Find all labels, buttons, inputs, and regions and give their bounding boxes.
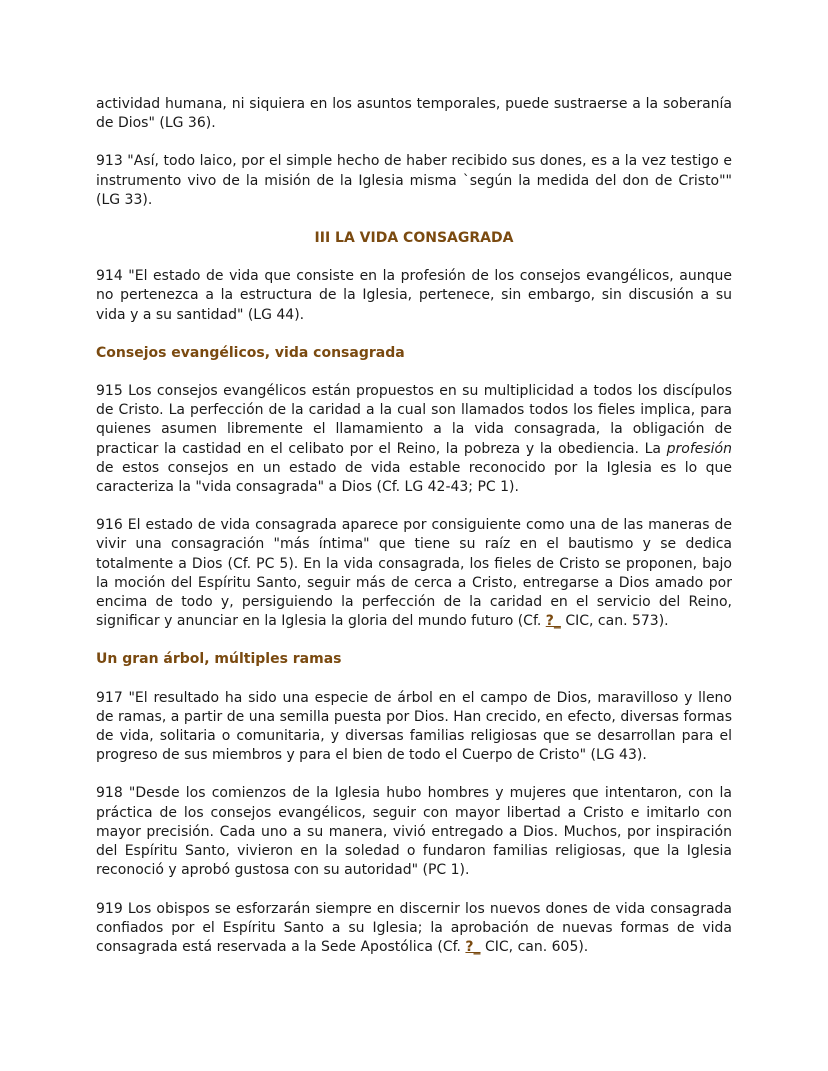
paragraph-919 bbox=[96, 900, 732, 958]
paragraph-914: 914 "El estado de vida que consiste en la profesión de los consejos evangélicos, aunque no pertenezca a la estructura de la Iglesia, pertenece, sin embargo, sin discusión a su vida y a su santidad" (LG 44). bbox=[96, 268, 732, 323]
paragraph-917: 917 "El resultado ha sido una especie de árbol en el campo de Dios, maravilloso y lleno de ramas, a partir de una semilla puesta por Dios. Han crecido, en efecto, diversas formas de vida, solitaria o comunitaria, y diversas familias religiosas que se desarrollan para el progreso de sus miembros y para el bien de todo el Cuerpo de Cristo" (LG 43). bbox=[96, 689, 732, 764]
section-heading: III LA VIDA CONSAGRADA bbox=[314, 230, 514, 247]
paragraph-919-part-b: CIC, can. 605). bbox=[480, 938, 589, 955]
paragraph-919-part-a: 919 Los obispos se esforzarán siempre en discernir los nuevos dones de vida consagrada confiados por el Espíritu Santo a su Iglesia; la aprobación de nuevas formas de vida consagrada está reservada a la Sede Apostólica (Cf. bbox=[96, 900, 732, 955]
paragraph-913: 913 "Así, todo laico, por el simple hecho de haber recibido sus dones, es a la vez testigo e instrumento vivo de la misión de la Iglesia misma `según la medida del don de Cristo"" (LG 33). bbox=[96, 153, 732, 208]
subheading-consejos: Consejos evangélicos, vida consagrada bbox=[96, 344, 405, 361]
paragraph-915-part-b: de estos consejos en un estado de vida estable reconocido por la Iglesia es lo que caracteriza la "vida consagrada" a Dios (Cf. LG 42-43; PC 1). bbox=[96, 459, 732, 496]
paragraph-916-part-a: 916 El estado de vida consagrada aparece por consiguiente como una de las maneras de vivir una consagración "más íntima" que tiene su raíz en el bautismo y se dedica totalmente a Dios (Cf. PC 5). En la vida consagrada, los fieles de Cristo se proponen, bajo la moción del Espíritu Santo, seguir más de cerca a Cristo, entregarse a Dios amado por encima de todo y, persiguiendo la perfección de la caridad en el servicio del Reino, significar y anunciar en la Iglesia la gloria del mundo futuro (Cf. bbox=[96, 517, 732, 630]
paragraph-915-emphasis: profesión bbox=[666, 440, 732, 457]
paragraph-915-part-a: 915 Los consejos evangélicos están propuestos en su multiplicidad a todos los discípulos de Cristo. La perfección de la caridad a la cual son llamados todos los fieles implica, para quienes asumen libremente el llamamiento a la vida consagrada, la obligación de practicar la castidad en el celibato por el Reino, la pobreza y la obediencia. La bbox=[96, 383, 732, 457]
footnote-link-919[interactable]: ?_ bbox=[465, 938, 481, 955]
paragraph-916 bbox=[96, 516, 732, 631]
paragraph-915 bbox=[96, 382, 732, 497]
paragraph-918: 918 "Desde los comienzos de la Iglesia hubo hombres y mujeres que intentaron, con la práctica de los consejos evangélicos, seguir con mayor libertad a Cristo e imitarlo con mayor precisión. Cada uno a su manera, vivió entregado a Dios. Muchos, por inspiración del Espíritu Santo, vivieron en la soledad o fundaron familias religiosas, que la Iglesia reconoció y aprobó gustosa con su autoridad" (PC 1). bbox=[96, 785, 732, 879]
footnote-link-916[interactable]: ?_ bbox=[545, 613, 561, 630]
document-page bbox=[96, 95, 732, 976]
paragraph-continuation: actividad humana, ni siquiera en los asuntos temporales, puede sustraerse a la soberanía de Dios" (LG 36). bbox=[96, 96, 732, 132]
paragraph-916-part-b: CIC, can. 573). bbox=[560, 613, 669, 630]
subheading-arbol: Un gran árbol, múltiples ramas bbox=[96, 651, 342, 668]
